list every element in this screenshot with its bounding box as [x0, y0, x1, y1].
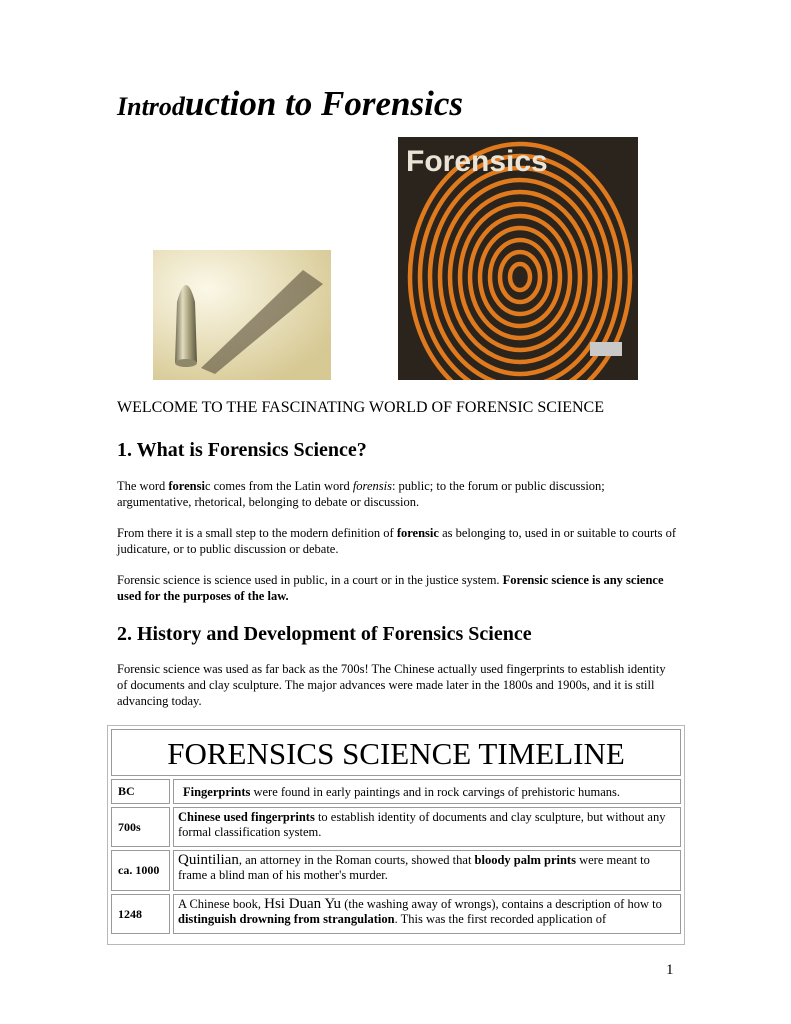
welcome-heading: WELCOME TO THE FASCINATING WORLD OF FORENSIC SCIENCE	[117, 399, 604, 416]
timeline-description	[173, 850, 681, 891]
section-2-paragraph: Forensic science was used as far back as the 700s! The Chinese actually used fingerprints to establish identity of documents and clay sculpture. The major advances were made later in the 1800s and 1900s, and it is still advancing today.	[117, 662, 666, 708]
timeline-description	[173, 807, 681, 847]
section-1-paragraph-3	[117, 572, 677, 604]
timeline-row	[111, 850, 681, 891]
timeline-description	[173, 779, 681, 804]
timeline-date: 700s	[111, 807, 170, 847]
bold-term: Chinese used fingerprints	[178, 810, 315, 824]
title-part-2: uction to Forensics	[184, 84, 464, 123]
text-run: were meant to frame a blind man of his mother's murder.	[178, 853, 650, 882]
large-name: Quintilian	[178, 852, 239, 868]
title-part-1: Introd	[117, 92, 185, 121]
timeline-row	[111, 779, 681, 804]
large-name: Hsi Duan Yu	[264, 896, 342, 912]
text-run: The word	[117, 479, 169, 493]
bullet-photo	[153, 250, 331, 380]
text-run: A Chinese book,	[178, 897, 265, 911]
timeline-row	[111, 807, 681, 847]
timeline-description	[173, 894, 681, 934]
text-run: to establish identity of documents and clay sculpture, but without any formal classification system.	[178, 810, 666, 839]
timeline-date: ca. 1000	[111, 850, 170, 891]
text-run: (the washing away of wrongs), contains a description of how to	[341, 897, 662, 911]
timeline-table	[107, 725, 685, 945]
bold-term: forensi	[168, 479, 205, 493]
text-run: were found in early paintings and in rock carvings of prehistoric humans.	[250, 785, 621, 799]
timeline-heading: FORENSICS SCIENCE TIMELINE	[111, 729, 681, 776]
text-run: c comes from the Latin word	[204, 479, 353, 493]
cover-word: Forensics	[406, 145, 548, 178]
text-run: Forensic science is science used in public, in a court or in the justice system.	[117, 573, 503, 587]
bold-term: bloody palm prints	[474, 853, 576, 867]
text-run: as belonging to, used in or suitable to courts of judicature, or to public discussion or debate.	[117, 526, 677, 556]
document-title	[117, 82, 463, 129]
fingerprint-illustration	[398, 137, 638, 380]
section-1-paragraph-1	[117, 478, 677, 510]
section-1-paragraph-2	[117, 525, 677, 557]
text-run: : public; to the forum or public discussion; argumentative, rhetorical, belonging to debate or discussion.	[117, 479, 605, 509]
bold-term: distinguish drowning from strangulation	[178, 912, 395, 926]
forensics-cover-image	[398, 137, 638, 380]
bold-definition: Forensic science is any science used for the purposes of the law.	[117, 573, 664, 603]
section-2-heading: 2. History and Development of Forensics Science	[117, 623, 532, 645]
bold-term: Fingerprints	[183, 785, 251, 799]
timeline-date: BC	[111, 779, 170, 804]
timeline-row	[111, 894, 681, 934]
bold-term: forensic	[396, 526, 439, 540]
bullet-illustration	[153, 250, 331, 380]
text-run: From there it is a small step to the modern definition of	[117, 526, 397, 540]
text-run: . This was the first recorded application of	[394, 912, 607, 926]
section-1-heading: 1. What is Forensics Science?	[117, 439, 367, 461]
page-number: 1	[666, 962, 674, 978]
italic-term: forensis	[352, 479, 392, 493]
text-run: , an attorney in the Roman courts, showed that	[238, 853, 475, 867]
timeline-date: 1248	[111, 894, 170, 934]
